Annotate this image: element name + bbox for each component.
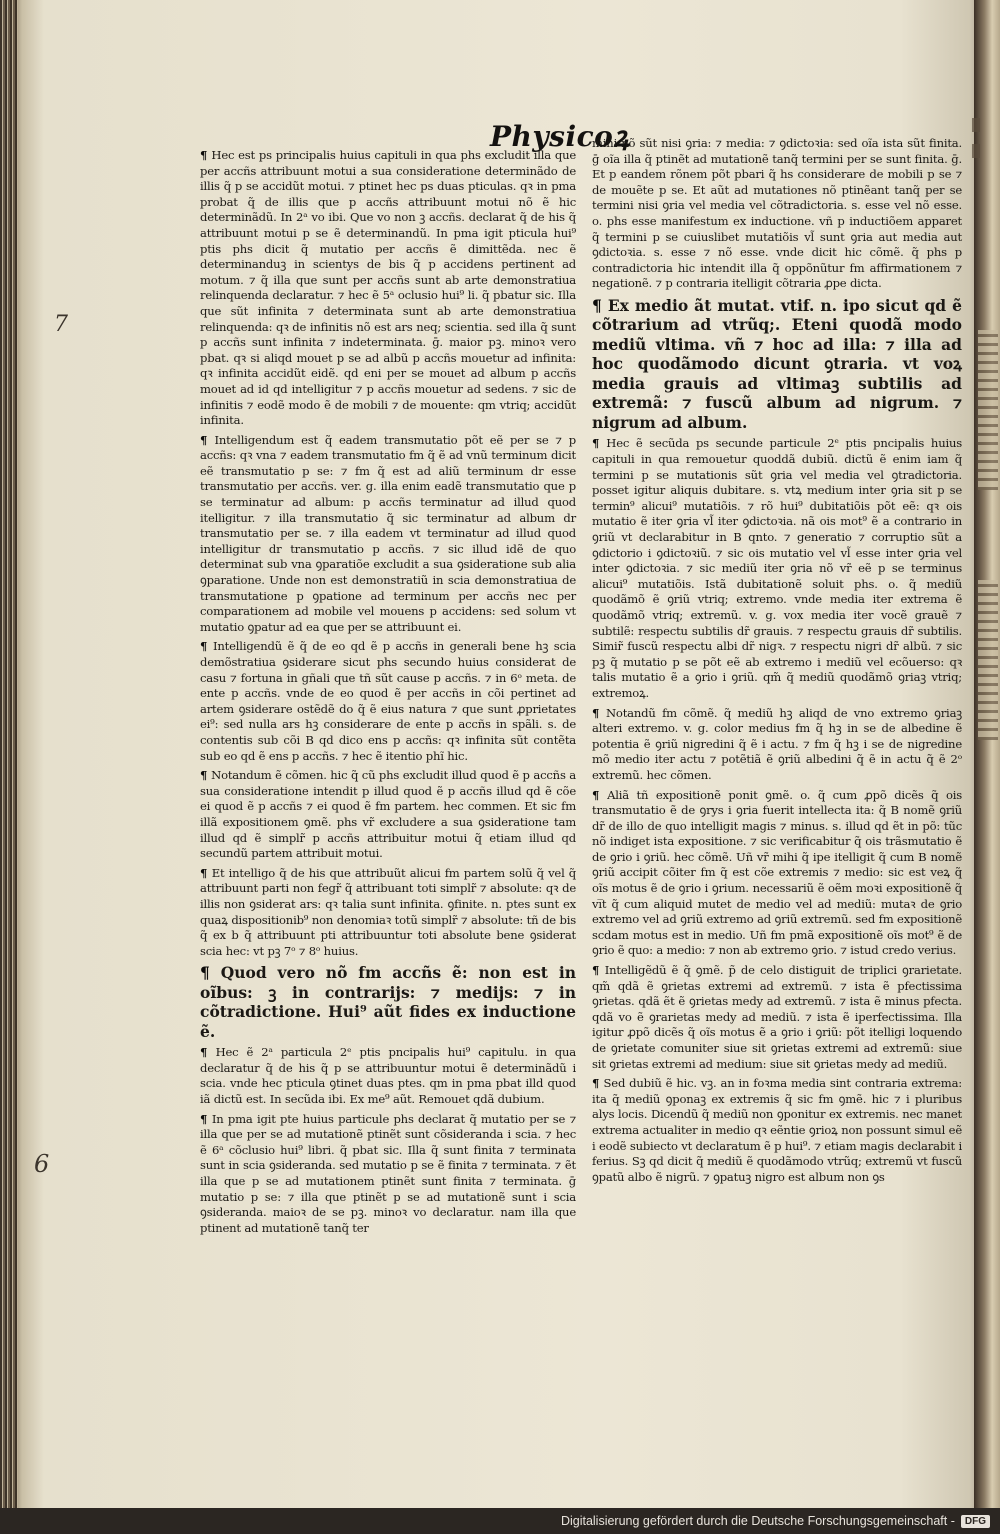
paragraph-text: Ex medio ãt mutat. vtif. n. ipo sicut qd ẽ cõtrarium ad vtrũq;. Eteni quodã modo mediũ vltima. vñ ⁊ hoc ad illa: ⁊ illa ad hoc quodãmodo dicunt ꝯtraria. vt voꝝ media grauis ad vltimaꝫ subtilis ad extremã: ⁊ fuscũ album ad nigrum. ⁊ nigrum ad album. (592, 295, 962, 432)
paragraph-mark-icon: ¶ (592, 1076, 604, 1091)
paragraph-text: mini nõ sũt nisi ꝯria: ⁊ media: ⁊ ꝯdictoꝛia: sed oĩa ista sũt finita. ḡ oĩa illa q̃ ptinẽt ad mutationẽ tanq̃ termini per se sunt finita. ḡ. Et p eandem rõnem põt pbari q̃ hs considerare de mobili p se ⁊ de mouẽte p se. Et aũt ad mutationes nõ ptinẽant tanq̃ per se termini nisi ꝯria vel media vel cõtradictoria. s. esse vel nõ esse. o. phs esse manifestum ex inductione. vñ p inductiõem apparet q̃ termini p se cuiuslibet mutatiõis vl̃ sunt ꝯria aut media aut ꝯdictoꝛia. s. esse ⁊ nõ esse. vnde dicit hic cõmẽ. q̃ phs p contradictoria hic intendit illa q̃ oppõnũtur fm affirmationem ⁊ negationẽ. ⁊ p contraria itelligit cõtraria ꝓpe dicta. (592, 136, 962, 291)
paragraph-mark-icon: ¶ (200, 148, 212, 162)
paragraph-mark-icon: ¶ (200, 432, 215, 447)
paragraph-text: Quod vero nõ fm accñs ẽ: non est in oĩbus: ꝫ in contrarijs: ⁊ medijs: ⁊ in cõtradictione. Hui⁹ aũt fides ex inductione ẽ. (200, 963, 576, 1041)
commentary-paragraph (592, 436, 962, 701)
paragraph-mark-icon: ¶ (200, 865, 212, 880)
paragraph-text: Hec ẽ 2ᵃ particula 2ᵉ ptis pncipalis hui⁹ capitulu. in qua declaratur q̃ de his q̃ p se attribuuntur motui ẽ determinãdũ i scia. vnde hec pticula ꝯtinet duas ptes. qm in pma pbat illd quod iã dictũ est. In secũda ibi. Ex me⁹ aũt. Remouet qdã dubium. (200, 1045, 576, 1107)
paragraph-text: Notandũ fm cõmẽ. q̃ mediũ hꝫ aliqd de vno extremo ꝯriaꝫ alteri extremo. v. g. color medius fm q̃ hꝫ in se de albedine ẽ potentia ẽ ꝯriũ nigredini q̃ ẽ i actu. ⁊ fm q̃ hꝫ i se de nigredine mõ medio iter actu ⁊ potẽtiã ẽ ꝯriũ albedini q̃ ẽ in actu q̃ ẽ 2ᵒ extremũ. hec cõmen. (592, 705, 963, 782)
paragraph-mark-icon: ¶ (592, 787, 608, 802)
facing-page-initial (978, 330, 998, 490)
paragraph-mark-icon: ¶ (200, 639, 214, 654)
running-head-title: Physicoꝝ (490, 120, 630, 153)
funding-credit: Digitalisierung gefördert durch die Deutsche Forschungsgemeinschaft - (560, 1514, 955, 1528)
paragraph-text: Intelligendum est q̃ eadem transmutatio põt eẽ per se ⁊ p accñs: qꝛ vna ⁊ eadem transmutatio fm q̃ ẽ ad vnũ terminum dicit eẽ transmutatio p se: ⁊ fm q̃ est ad aliũ terminum dr esse transmutatio per accñs. ver. g. illa enim eadẽ transmutatio que p se terminatur ad album: p accñs terminatur ad illud quod itelligitur. ⁊ illa transmutatio q̃ sic terminatur ad album dr transmutatio per se. ⁊ illa eadem vt terminatur ad illud quod intelligitur dr transmutatio p accñs. ⁊ sic illud idẽ de quo determinat sub vna ꝯparatiõe excludit a sua ꝯsideratione sub alia ꝯparatione. Unde non est demonstratiũ in scia demonstratiua de transmutatione p ꝯpatione ad terminum per accñs nec per comparationem ad mobile vel mouens p accidens: sed solum vt mutatio ꝯpatur ad ea que per se attribuunt ei. (200, 432, 576, 634)
commentary-paragraph (592, 706, 962, 784)
commentary-paragraph (200, 866, 576, 960)
commentary-paragraph (200, 768, 576, 862)
aristotle-text-paragraph (592, 296, 962, 433)
paragraph-mark-icon: ¶ (592, 705, 606, 720)
paragraph-mark-icon: ¶ (592, 295, 608, 315)
paragraph-mark-icon: ¶ (200, 1045, 216, 1060)
paragraph-text: Notandum ẽ cõmen. hic q̃ cũ phs excludit illud quod ẽ p accñs a sua consideratione intendit p illud quod ẽ p accñs illud qd ẽ cõe ei quod ẽ p accñs ⁊ ei quod ẽ fm partem. hec commen. Et sic fm illã expositionem ꝯmẽ. phs vr̃ excludere a sua ꝯsideratione tam illud qd ẽ simplr̃ p accñs attribuitur motui q̃ etiam illud qd secundũ partem attribuit motui. (200, 768, 576, 861)
commentary-paragraph (592, 136, 962, 292)
paragraph-text: Aliã tñ expositionẽ ponit ꝯmẽ. o. q̃ cum ꝓpõ dicẽs q̃ ois transmutatio ẽ de ꝯrys i ꝯria fuerit intellecta ita: q̃ B nomẽ ꝯriũ dr̃ de illo de quo intelligit magis ⁊ minus. s. illud qd ẽt in põ: tũc nõ indiget ista expositione. ⁊ sic verificabitur q̃ ois trãsmutatio ẽ de ꝯrio i ꝯriũ. hec cõmẽ. Uñ vr̃ mihi q̃ ipe itelligit q̃ cum B nomẽ ꝯriũ accipit cõiter fm q̃ est cõe extremis ⁊ medio: sic est veꝝ q̃ oĩs motus ẽ de ꝯrio i ꝯrium. necessariũ ẽ oẽm moꝛi expositionẽ q̃ vi̅t q̃ cum aliquid mutet de medio vel ad mediũ: mutaꝛ de ꝯrio extremo vel ad ꝯriũ extremo ad ꝯriũ extremũ. sed fm expositionẽ scdam motus est in medio. Uñ fm pmã expositionẽ oĩs mot⁹ ẽ de ꝯrio ẽ quo: a medio: ⁊ non ab extremo ꝯrio. ⁊ istud credo verius. (592, 787, 962, 958)
facing-page-edge (974, 0, 1000, 1508)
digitization-footer (0, 1508, 1000, 1534)
commentary-paragraph (592, 788, 962, 960)
paragraph-mark-icon: ¶ (200, 768, 212, 783)
book-page-edges (0, 0, 18, 1508)
paragraph-mark-icon: ¶ (592, 436, 607, 451)
facing-page-glyph (972, 144, 980, 158)
facing-page-initial (978, 580, 998, 740)
commentary-paragraph (592, 1076, 962, 1185)
commentary-paragraph (200, 148, 576, 429)
paragraph-mark-icon: ¶ (200, 1111, 212, 1126)
margin-note: 7 (54, 312, 68, 337)
margin-note: 6 (34, 1150, 50, 1178)
paragraph-text: Intelligendũ ẽ q̃ de eo qd ẽ p accñs in generali bene hꝫ scia demõstratiua ꝯsiderare sicut phs secundo huius considerat de casu ⁊ fortuna in gñali que tñ sũt cause p accñs. ⁊ in 6ᵒ meta. de ente p accñs. vnde de eo quod ẽ per accñs in cõi pertinet ad artem ꝯsiderare ostẽdẽ do q̃ ẽ eius natura ⁊ que sunt ꝓprietates ei⁹: sed nulla ars hꝫ considerare de ente p accñs in spãli. s. de contentis sub cõi B qd dico ens p accñs: qꝛ infinita sũt contẽta sub eo qd ẽ ens p accñs. ⁊ hec ẽ itentio phĩ hic. (200, 639, 576, 763)
left-text-column (200, 148, 576, 1240)
paragraph-text: Et intelligo q̃ de his que attribuũt alicui fm partem solũ q̃ vel q̃ attribuunt parti non fegr̃ q̃ attribuant toti simplr̃ ⁊ absolute: qꝛ de illis non ꝯsiderat ars: qꝛ talia sunt infinita. ꝯfinite. n. ptes sunt ex quaꝝ dispositionib⁹ non denomiaꝛ totũ simplr̃ ⁊ absolute: tñ de bis q̃ ex b q̃ attribuunt pti attribuuntur toti absolute bene ꝯsiderat scia hec: vt pꝫ 7ᵒ ⁊ 8ᵒ huius. (200, 865, 577, 958)
facing-page-glyph (972, 118, 980, 132)
dfg-logo: DFG (961, 1515, 990, 1528)
commentary-paragraph (200, 433, 576, 636)
paragraph-text: In pma igit pte huius particule phs declarat q̃ mutatio per se ⁊ illa que per se ad mutationẽ ptinẽt sunt cõsideranda i scia. ⁊ hec ẽ 6ᵃ cõclusio hui⁹ libri. q̃ pbat sic. Illa q̃ sunt finita ⁊ terminata sunt in scia ꝯsideranda. sed mutatio p se ẽ finita ⁊ terminata. ⁊ ẽt illa que p se ad mutationem ptinẽt sunt finita ⁊ terminata. ḡ mutatio p se: ⁊ illa que ptinẽt p se ad mutationẽ sunt i scia ꝯsideranda. maioꝛ de se pꝫ. minoꝛ vo declaratur. nam illa que ptinent ad mutationẽ tanq̃ ter (200, 1111, 577, 1235)
commentary-paragraph (200, 639, 576, 764)
right-text-column (592, 136, 962, 1189)
commentary-paragraph (592, 963, 962, 1072)
paragraph-text: Intelligẽdũ ẽ q̃ ꝯmẽ. p̃ de celo distiguit de triplici ꝯrarietate. qm̃ qdã ẽ ꝯrietas extremi ad extremũ. ⁊ ista ẽ pfectissima ꝯrietas. qdã ẽt ẽ ꝯrietas medy ad extremũ. ⁊ ista ẽ minus pfecta. qdã vo ẽ ꝯrarietas medy ad mediũ. ⁊ ista ẽ iperfectissima. Illa igitur ꝓpõ dicẽs q̃ oĩs motus ẽ a ꝯrio i ꝯriũ: põt itelligi loquendo de ꝯrietate comuniter siue sit ꝯrietas extremi ad extremũ: siue sit ꝯrietas extremi ad medium: siue sit ꝯrietas medy ad mediũ. (592, 963, 963, 1071)
paragraph-mark-icon: ¶ (200, 963, 221, 983)
paragraph-text: Sed dubiũ ẽ hic. vꝫ. an in foꝛma media sint contraria extrema: ita q̃ mediũ ꝯponaꝫ ex extremis q̃ sic fm ꝯmẽ. hic ⁊ i pluribus alys locis. Dicendũ q̃ mediũ non ꝯponitur ex extremis. nec manet extrema actualiter in medio qꝛ eẽntie ꝯrioꝝ non possunt simul eẽ i eodẽ subiecto vt declaratum ẽ p hui⁹. ⁊ etiam magis declarabit i ferius. Sꝫ qd dicit q̃ mediũ ẽ quodãmodo vtrũq; extremũ vt fuscũ ꝯpatũ albo ẽ nigrũ. ⁊ ꝯpatuꝫ nigro est album non ꝯs (592, 1076, 962, 1184)
paragraph-text: Hec ẽ secũda ps secunde particule 2ᵉ ptis pncipalis huius capituli in qua remouetur quoddã dubiũ. dictũ ẽ enim iam q̃ termini p se mutationis sũt ꝯria vel media vel ꝯtradictoria. posset igitur aliquis dubitare. s. vtꝝ medium inter ꝯria sit p se termin⁹ alicui⁹ mutatiõis. ⁊ rõ hui⁹ dubitatiõis põt eẽ: qꝛ ois mutatio ẽ iter ꝯria vl̃ iter ꝯdictoꝛia. nã ois mot⁹ ẽ a contrario in ꝯriũ vt declarabitur in B qnto. ⁊ generatio ⁊ corruptio sũt a ꝯdictorio i ꝯdictoꝛiũ. ⁊ sic ois mutatio vel vl̃ esse inter ꝯria vel inter ꝯdictoꝛia. ⁊ sic mediũ iter ꝯria nõ vr̃ eẽ p se terminus alicui⁹ mutatiõis. Istã dubitationẽ soluit phs. o. q̃ mediũ quodãmõ ẽ ꝯriũ vtriq; extremo. vnde media iter extrema ẽ quodãmõ vtriq; extremũ. v. g. vox media iter vocẽ grauẽ ⁊ subtilẽ: respectu subtilis dr̃ grauis. ⁊ respectu grauis dr̃ subtilis. Simir̃ fuscũ respectu albi dr̃ nigꝛ. ⁊ respectu nigri dr̃ albũ. ⁊ sic pꝫ q̃ mutatio p se põt eẽ ab extremo i mediũ vel ecõuerso: qꝛ talis mutatio ẽ a ꝯrio i ꝯriũ. qm̃ q̃ mediũ quodãmõ ꝯriaꝫ vtriq; extremoꝝ. (592, 436, 962, 700)
commentary-paragraph (200, 1045, 576, 1107)
paragraph-mark-icon: ¶ (592, 963, 605, 978)
paragraph-text: Hec est ps principalis huius capituli in qua phs excludit illa que per accñs attribuunt motui a sua consideratione determinãdo de illis q̃ p se accidũt motui. ⁊ ptinet hec ps duas pticulas. qꝛ in pma probat q̃ de illis que p accñs attribuunt motui nõ ẽ hic determinãdũ. In 2ᵃ vo ibi. Que vo non ꝫ accñs. declarat q̃ de his q̃ attribuunt motui p se ẽ determinandũ. In pma igit pticula hui⁹ ptis phs dicit q̃ mutatio per accñs ẽ dimittẽda. nec ẽ determinanduꝫ in scientys de bis q̃ p accidens pertinent ad motum. ⁊ q̃ illa que sunt per accñs sunt ab arte demonstratiua relinquenda declaratur. ⁊ hec ẽ 5ᵃ oclusio hui⁹ li. q̃ pbatur sic. Illa que sũt infinita ⁊ determinata sunt ab arte demonstratiua relinquenda: qꝛ de infinitis nõ est ars neq; scientia. sed illa q̃ sunt p accñs sunt infinita ⁊ indeterminata. ḡ. maior pꝫ. minoꝛ vero pbat. qꝛ si aliqd mouet p se ad albũ p accñs mouetur ad infinita: qꝛ infinita accidũt eidẽ. qd eni per se mouet ad album p accñs mouet ad id qd intelligitur ⁊ p accñs mouetur ad sedens. ⁊ sic de infinitis ⁊ eodẽ modo ẽ de mobili ⁊ de mouente: qm vtriq; accidũt infinita. (200, 148, 576, 428)
commentary-paragraph (200, 1112, 576, 1237)
aristotle-text-paragraph (200, 963, 576, 1041)
